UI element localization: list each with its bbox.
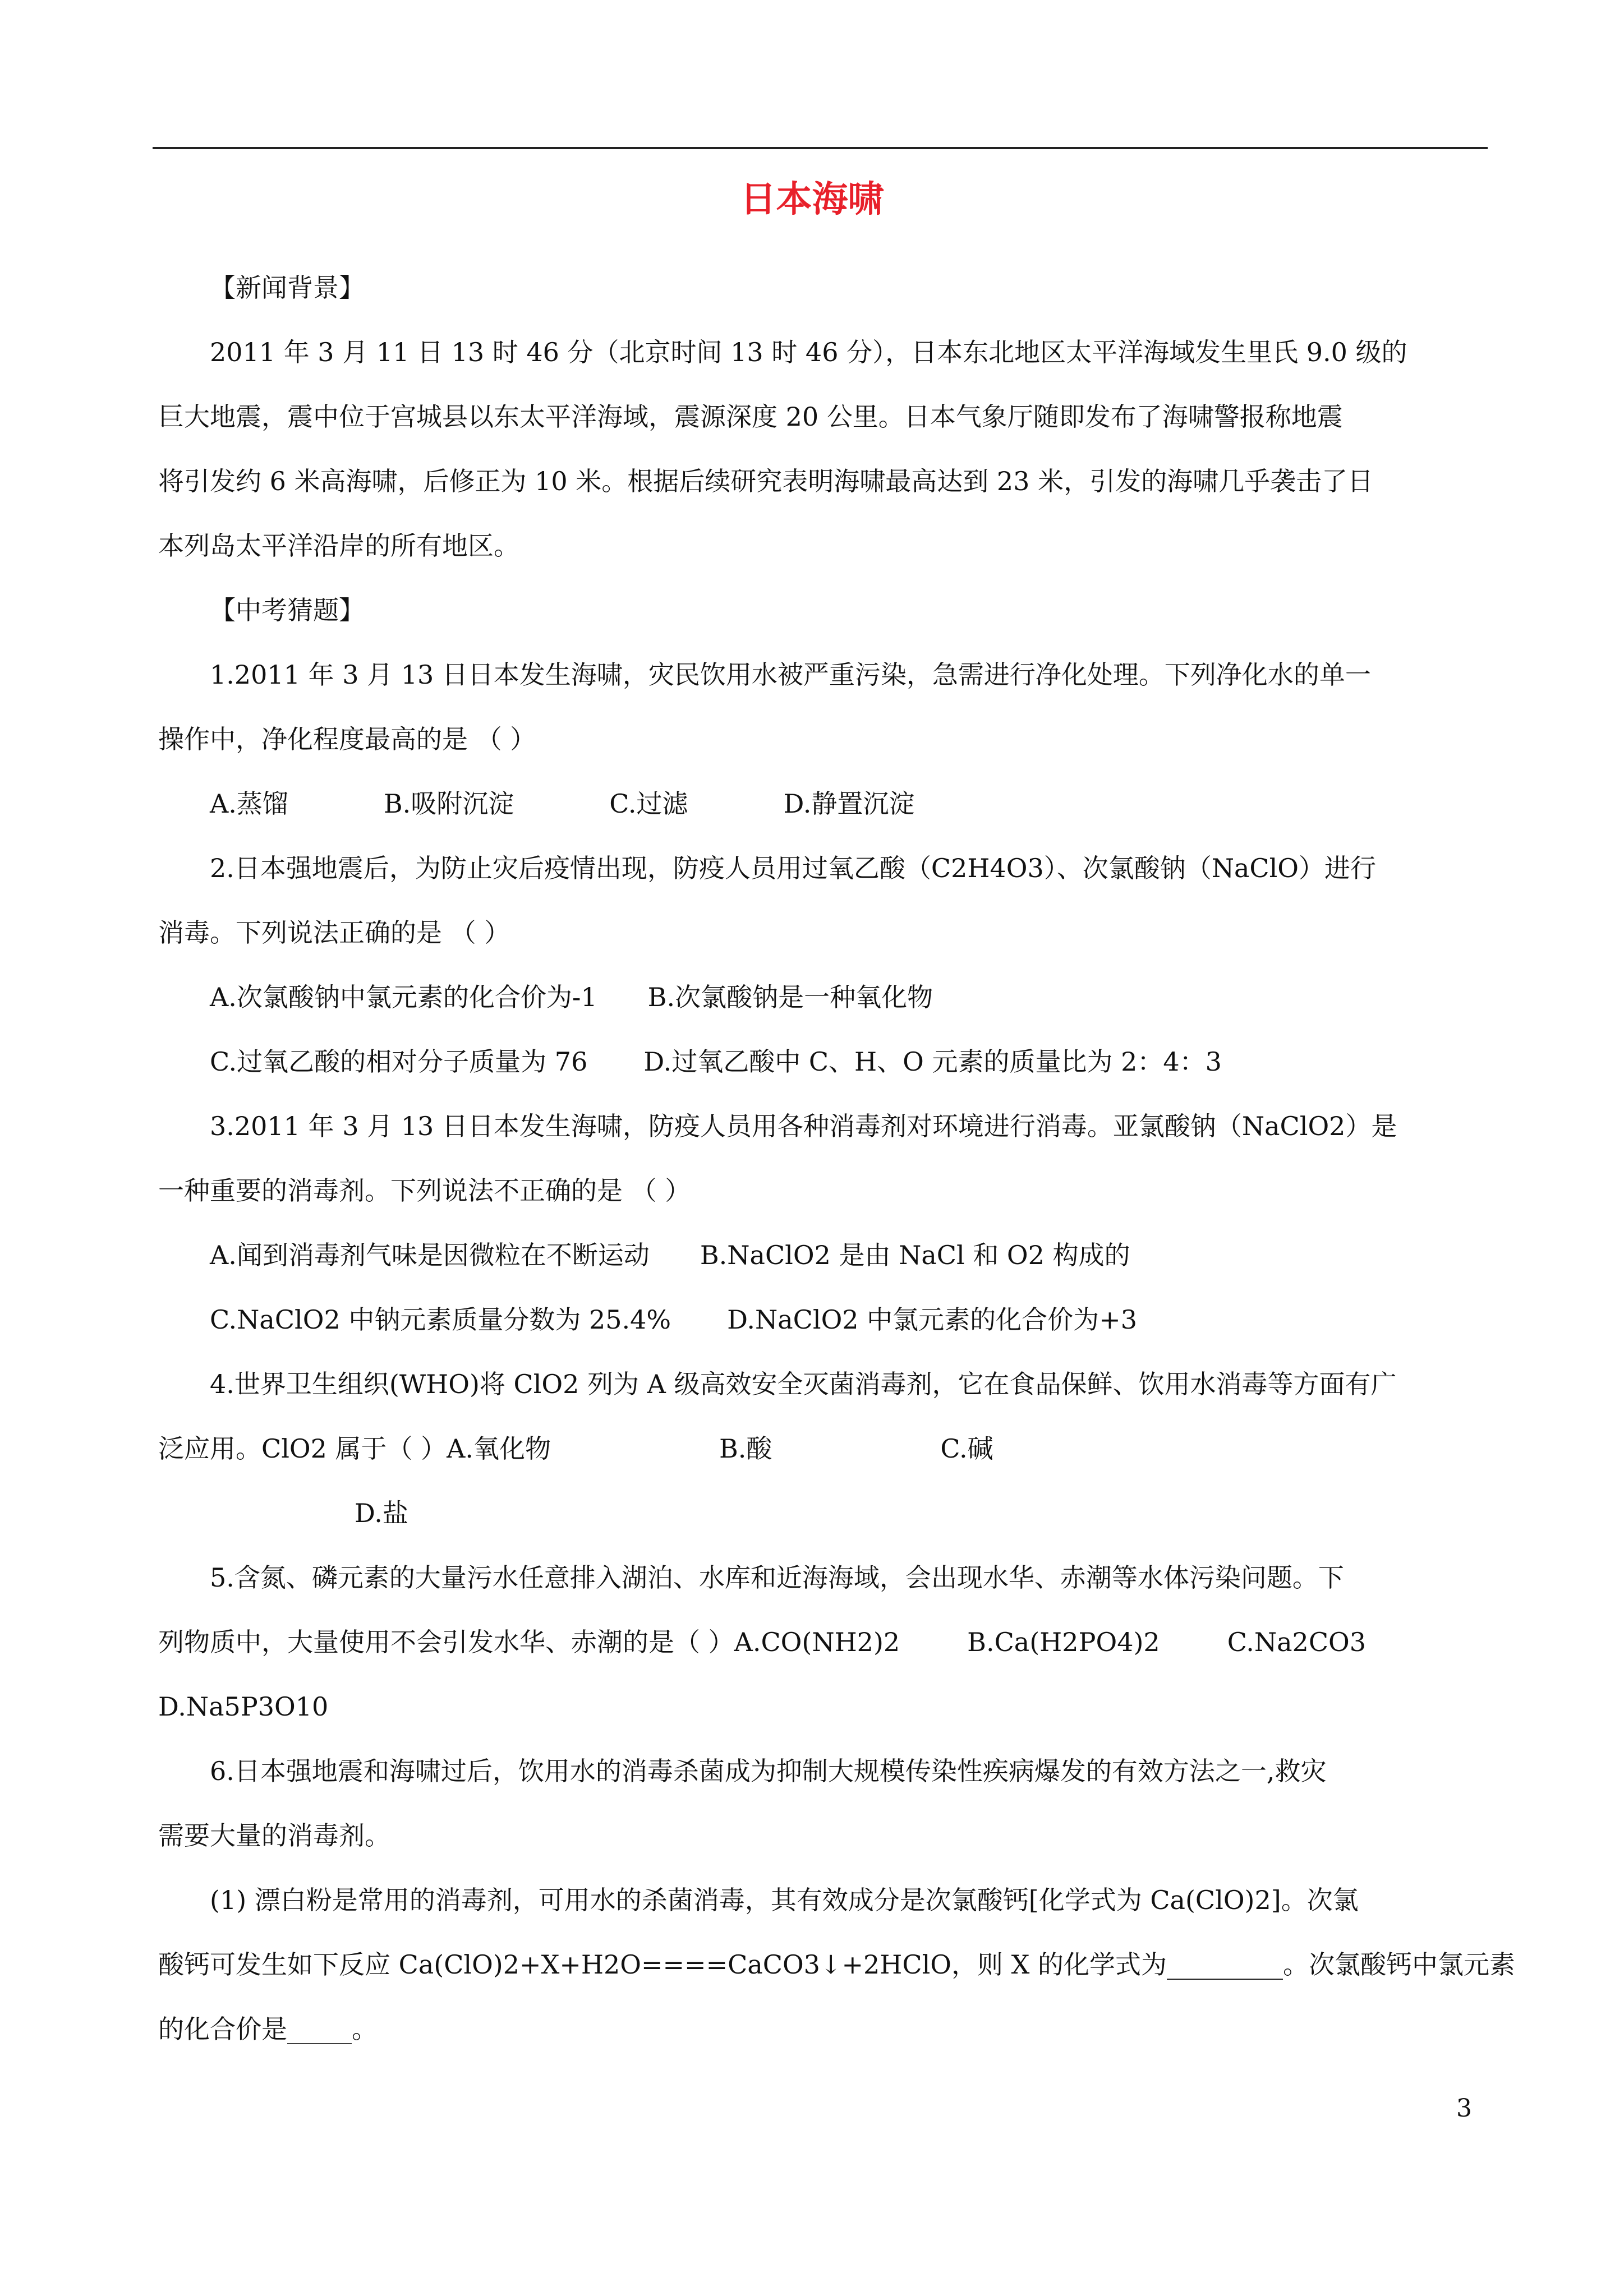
news-line-4: 本列岛太平洋沿岸的所有地区。 xyxy=(158,531,519,561)
q6-stem-line-2: 需要大量的消毒剂。 xyxy=(158,1820,390,1851)
q4-stem-prefix: 泛应用。ClO2 属于（ ） xyxy=(158,1433,447,1464)
q5-stem-line-1: 5.含氮、磷元素的大量污水任意排入湖泊、水库和近海海域，会出现水华、赤潮等水体污染问题。下 xyxy=(210,1562,1344,1593)
q4-option-b: B.酸 xyxy=(719,1433,772,1464)
page-number: 3 xyxy=(1456,2094,1472,2123)
q3-option-d: D.NaClO2 中氯元素的化合价为+3 xyxy=(727,1304,1137,1335)
q4-stem-line-2 xyxy=(158,1417,1482,1481)
q2-stem-line-1: 2.日本强地震后，为防止灾后疫情出现，防疫人员用过氧乙酸（C2H4O3）、次氯酸钠（NaClO）进行 xyxy=(210,853,1377,883)
q1-options xyxy=(158,772,1482,836)
q5-option-b: B.Ca(H2PO4)2 xyxy=(967,1627,1160,1657)
document-body xyxy=(158,256,1515,2062)
news-line-3: 将引发约 6 米高海啸，后修正为 10 米。根据后续研究表明海啸最高达到 23 米，引发的海啸几乎袭击了日 xyxy=(158,466,1374,496)
q3-option-b: B.NaClO2 是由 NaCl 和 O2 构成的 xyxy=(700,1240,1130,1270)
q6-sub1-line-3: 的化合价是_____。 xyxy=(158,2014,378,2044)
q1-option-c: C.过滤 xyxy=(609,789,688,819)
q2-option-a: A.次氯酸钠中氯元素的化合价为-1 xyxy=(210,982,597,1012)
page-title: 日本海啸 xyxy=(740,179,884,220)
q3-option-c: C.NaClO2 中钠元素质量分数为 25.4% xyxy=(210,1304,671,1335)
q1-option-b: B.吸附沉淀 xyxy=(383,789,514,819)
q3-stem-line-2: 一种重要的消毒剂。下列说法不正确的是 （ ） xyxy=(158,1175,691,1206)
q6-sub1-line-2: 酸钙可发生如下反应 Ca(ClO)2+X+H2O====CaCO3↓+2HClO，则 X 的化学式为_________。次氯酸钙中氯元素 xyxy=(158,1949,1515,1980)
q1-option-d: D.静置沉淀 xyxy=(783,789,915,819)
q5-stem-prefix: 列物质中，大量使用不会引发水华、赤潮的是（ ） xyxy=(158,1627,734,1657)
q6-stem-line-1: 6.日本强地震和海啸过后，饮用水的消毒杀菌成为抑制大规模传染性疾病爆发的有效方法之一,救灾 xyxy=(210,1756,1327,1786)
q2-options-cd xyxy=(158,1030,1482,1094)
news-heading: 【新闻背景】 xyxy=(210,273,365,303)
q5-option-a: A.CO(NH2)2 xyxy=(734,1627,900,1657)
q5-option-d-line xyxy=(158,1675,1482,1739)
q2-stem-line-2: 消毒。下列说法正确的是 （ ） xyxy=(158,918,510,948)
q2-options-ab xyxy=(158,965,1482,1030)
news-line-1: 2011 年 3 月 11 日 13 时 46 分（北京时间 13 时 46 分），日本东北地区太平洋海域发生里氏 9.0 级的 xyxy=(210,337,1407,367)
q3-option-a: A.闻到消毒剂气味是因微粒在不断运动 xyxy=(210,1240,650,1270)
q4-option-d: D.盐 xyxy=(355,1498,408,1528)
exam-heading: 【中考猜题】 xyxy=(210,595,365,625)
q2-option-d: D.过氧乙酸中 C、H、O 元素的质量比为 2：4：3 xyxy=(643,1046,1222,1077)
q5-option-d: D.Na5P3O10 xyxy=(158,1691,329,1722)
q2-option-b: B.次氯酸钠是一种氧化物 xyxy=(647,982,933,1012)
q5-option-c: C.Na2CO3 xyxy=(1227,1627,1366,1657)
news-line-2: 巨大地震，震中位于宫城县以东太平洋海域，震源深度 20 公里。日本气象厅随即发布了海啸警报称地震 xyxy=(158,402,1343,432)
q3-options-ab xyxy=(158,1223,1482,1288)
q1-stem-line-1: 1.2011 年 3 月 13 日日本发生海啸，灾民饮用水被严重污染，急需进行净化处理。下列净化水的单一 xyxy=(210,660,1371,690)
q1-stem-line-2: 操作中，净化程度最高的是 （ ） xyxy=(158,724,536,754)
q3-options-cd xyxy=(158,1288,1482,1352)
q2-option-c: C.过氧乙酸的相对分子质量为 76 xyxy=(210,1046,588,1077)
q4-option-a: A.氧化物 xyxy=(447,1433,551,1464)
q3-stem-line-1: 3.2011 年 3 月 13 日日本发生海啸，防疫人员用各种消毒剂对环境进行消毒。亚氯酸钠（NaClO2）是 xyxy=(210,1111,1397,1141)
q4-option-c: C.碱 xyxy=(940,1433,993,1464)
q4-option-d-line xyxy=(158,1481,1482,1546)
q6-sub1-line-1: (1) 漂白粉是常用的消毒剂，可用水的杀菌消毒，其有效成分是次氯酸钙[化学式为 Ca(ClO)2]。次氯 xyxy=(210,1885,1359,1915)
q4-stem-line-1: 4.世界卫生组织(WHO)将 ClO2 列为 A 级高效安全灭菌消毒剂，它在食品保鲜、饮用水消毒等方面有广 xyxy=(210,1369,1397,1399)
q5-stem-line-2 xyxy=(158,1610,1482,1675)
q1-option-a: A.蒸馏 xyxy=(210,789,288,819)
header-rule xyxy=(153,147,1488,149)
